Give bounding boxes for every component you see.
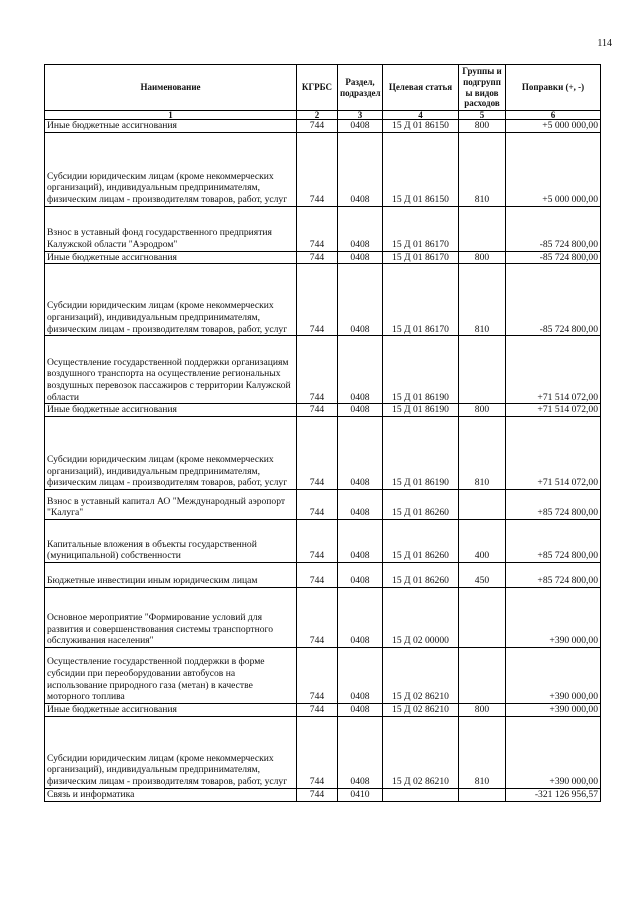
row-kgrbs: 744 (297, 704, 338, 717)
row-target: 15 Д 02 86210 (383, 648, 459, 704)
row-kgrbs: 744 (297, 404, 338, 417)
budget-amendments-table (44, 64, 601, 802)
row-group (459, 648, 506, 704)
row-target: 15 Д 01 86170 (383, 264, 459, 336)
column-number: 2 (297, 111, 338, 120)
row-name: Осуществление государственной поддержки организациям воздушного транспорта на осуществление региональных воздушных перевозок пассажиров с территории Калужской области (45, 336, 297, 404)
row-name: Капитальные вложения в объекты государственной (муниципальной) собственности (45, 520, 297, 563)
row-target: 15 Д 01 86260 (383, 563, 459, 588)
row-amount: +390 000,00 (506, 588, 601, 648)
row-target: 15 Д 01 86150 (383, 132, 459, 206)
row-kgrbs: 744 (297, 648, 338, 704)
row-name: Субсидии юридическим лицам (кроме некоммерческих организаций), индивидуальным предпринимателям, физическим лицам - производителям товаров, работ, услуг (45, 417, 297, 490)
row-name: Осуществление государственной поддержки в форме субсидии при переоборудовании автобусов на использование природного газа (метан) в качестве моторного топлива (45, 648, 297, 704)
row-amount: -321 126 956,57 (506, 788, 601, 801)
row-target: 15 Д 02 86210 (383, 704, 459, 717)
row-kgrbs: 744 (297, 120, 338, 133)
table-row (45, 206, 601, 251)
row-group: 800 (459, 251, 506, 264)
row-target: 15 Д 02 86210 (383, 716, 459, 788)
column-number: 4 (383, 111, 459, 120)
header-kgrbs: КГРБС (297, 65, 338, 111)
table-row (45, 417, 601, 490)
table-header-row (45, 65, 601, 111)
column-number: 5 (459, 111, 506, 120)
row-kgrbs: 744 (297, 563, 338, 588)
table-row (45, 264, 601, 336)
row-kgrbs: 744 (297, 206, 338, 251)
table-row (45, 563, 601, 588)
row-amount: +71 514 072,00 (506, 336, 601, 404)
row-name: Иные бюджетные ассигнования (45, 704, 297, 717)
row-section: 0408 (338, 264, 383, 336)
row-amount: +390 000,00 (506, 704, 601, 717)
table-row (45, 404, 601, 417)
row-section: 0408 (338, 206, 383, 251)
row-target: 15 Д 02 00000 (383, 588, 459, 648)
row-amount: +85 724 800,00 (506, 490, 601, 520)
column-number: 3 (338, 111, 383, 120)
table-row (45, 716, 601, 788)
row-name: Субсидии юридическим лицам (кроме некоммерческих организаций), индивидуальным предпринимателям, физическим лицам - производителям товаров, работ, услуг (45, 264, 297, 336)
row-section: 0410 (338, 788, 383, 801)
column-number: 1 (45, 111, 297, 120)
row-group: 800 (459, 120, 506, 133)
row-amount: +71 514 072,00 (506, 417, 601, 490)
row-group: 400 (459, 520, 506, 563)
table-row (45, 251, 601, 264)
header-groups: Группы и подгрупп ы видов расходов (459, 65, 506, 111)
row-kgrbs: 744 (297, 520, 338, 563)
row-group (459, 206, 506, 251)
row-name: Взнос в уставный фонд государственного предприятия Калужской области "Аэродром" (45, 206, 297, 251)
row-amount: +71 514 072,00 (506, 404, 601, 417)
row-group: 450 (459, 563, 506, 588)
row-name: Связь и информатика (45, 788, 297, 801)
row-name: Бюджетные инвестиции иным юридическим лицам (45, 563, 297, 588)
row-kgrbs: 744 (297, 490, 338, 520)
row-target: 15 Д 01 86170 (383, 251, 459, 264)
row-amount: +85 724 800,00 (506, 520, 601, 563)
row-kgrbs: 744 (297, 788, 338, 801)
header-section: Раздел, подраздел (338, 65, 383, 111)
row-section: 0408 (338, 404, 383, 417)
row-kgrbs: 744 (297, 417, 338, 490)
row-section: 0408 (338, 588, 383, 648)
row-group (459, 588, 506, 648)
row-amount: +5 000 000,00 (506, 120, 601, 133)
row-section: 0408 (338, 520, 383, 563)
row-group: 810 (459, 264, 506, 336)
row-section: 0408 (338, 563, 383, 588)
row-group: 810 (459, 132, 506, 206)
table-row (45, 788, 601, 801)
row-kgrbs: 744 (297, 588, 338, 648)
table-row (45, 490, 601, 520)
row-name: Субсидии юридическим лицам (кроме некоммерческих организаций), индивидуальным предпринимателям, физическим лицам - производителям товаров, работ, услуг (45, 132, 297, 206)
row-group: 800 (459, 704, 506, 717)
header-name: Наименование (45, 65, 297, 111)
header-target: Целевая статья (383, 65, 459, 111)
table-row (45, 648, 601, 704)
row-amount: -85 724 800,00 (506, 251, 601, 264)
row-amount: +85 724 800,00 (506, 563, 601, 588)
row-section: 0408 (338, 648, 383, 704)
row-name: Взнос в уставный капитал АО "Международный аэропорт "Калуга" (45, 490, 297, 520)
row-target: 15 Д 01 86260 (383, 520, 459, 563)
row-target: 15 Д 01 86190 (383, 336, 459, 404)
column-numbers-row (45, 111, 601, 120)
row-section: 0408 (338, 704, 383, 717)
row-amount: -85 724 800,00 (506, 206, 601, 251)
column-number: 6 (506, 111, 601, 120)
row-name: Иные бюджетные ассигнования (45, 251, 297, 264)
row-group: 810 (459, 417, 506, 490)
row-target (383, 788, 459, 801)
row-section: 0408 (338, 490, 383, 520)
row-kgrbs: 744 (297, 264, 338, 336)
row-amount: +5 000 000,00 (506, 132, 601, 206)
row-group (459, 336, 506, 404)
table-row (45, 588, 601, 648)
row-name: Основное мероприятие "Формирование условий для развития и совершенствования системы транспортного обслуживания населения" (45, 588, 297, 648)
row-target: 15 Д 01 86260 (383, 490, 459, 520)
row-group: 800 (459, 404, 506, 417)
row-amount: -85 724 800,00 (506, 264, 601, 336)
row-group (459, 788, 506, 801)
row-section: 0408 (338, 251, 383, 264)
table-row (45, 520, 601, 563)
row-target: 15 Д 01 86170 (383, 206, 459, 251)
row-kgrbs: 744 (297, 132, 338, 206)
row-target: 15 Д 01 86190 (383, 417, 459, 490)
row-amount: +390 000,00 (506, 648, 601, 704)
row-target: 15 Д 01 86150 (383, 120, 459, 133)
row-kgrbs: 744 (297, 251, 338, 264)
table-row (45, 132, 601, 206)
row-section: 0408 (338, 336, 383, 404)
row-target: 15 Д 01 86190 (383, 404, 459, 417)
row-group: 810 (459, 716, 506, 788)
row-kgrbs: 744 (297, 716, 338, 788)
row-kgrbs: 744 (297, 336, 338, 404)
row-amount: +390 000,00 (506, 716, 601, 788)
header-amendments: Поправки (+, -) (506, 65, 601, 111)
table-row (45, 120, 601, 133)
page-number: 114 (597, 38, 612, 49)
row-section: 0408 (338, 132, 383, 206)
row-name: Иные бюджетные ассигнования (45, 404, 297, 417)
table-row (45, 704, 601, 717)
row-name: Иные бюджетные ассигнования (45, 120, 297, 133)
row-section: 0408 (338, 417, 383, 490)
row-section: 0408 (338, 716, 383, 788)
table-row (45, 336, 601, 404)
row-name: Субсидии юридическим лицам (кроме некоммерческих организаций), индивидуальным предпринимателям, физическим лицам - производителям товаров, работ, услуг (45, 716, 297, 788)
row-group (459, 490, 506, 520)
row-section: 0408 (338, 120, 383, 133)
